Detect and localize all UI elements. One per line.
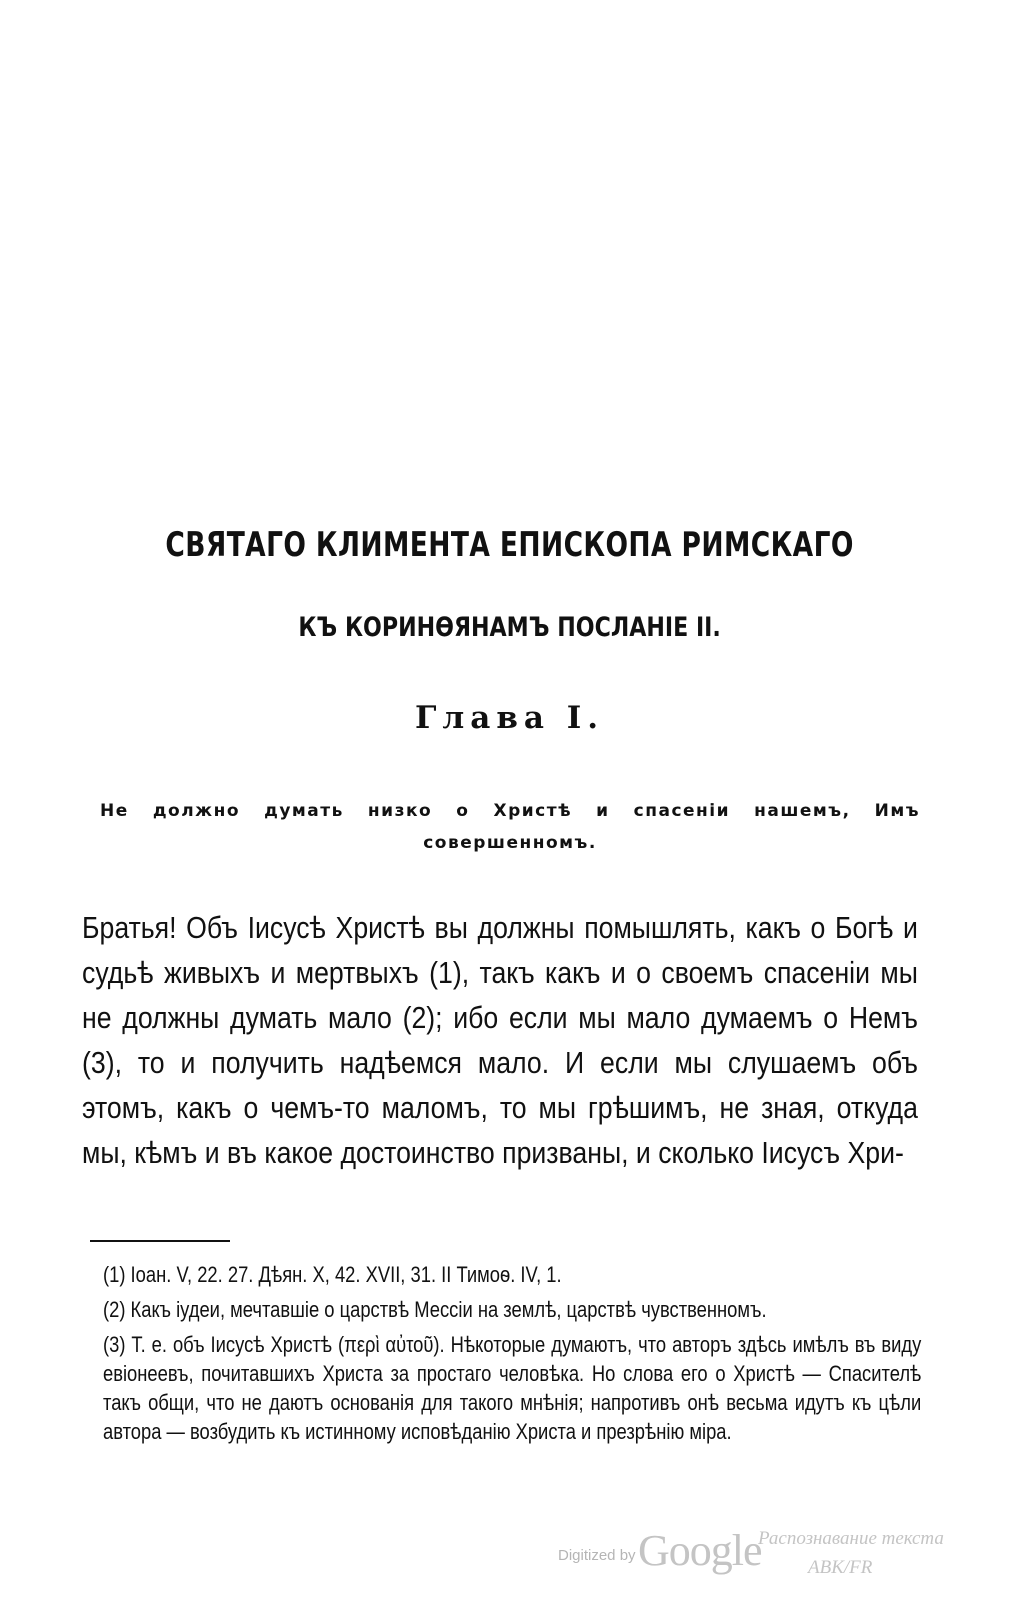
body-paragraph: Братья! Объ Іисусѣ Христѣ вы должны помышлять, какъ о Богѣ и судьѣ живыхъ и мертвыхъ (1), такъ какъ и о своемъ спасеніи мы не должны думать мало (2); ибо если мы мало думаемъ о Немъ (3), то и получить надѣемся мало. И если мы слушаемъ объ этомъ, какъ о чемъ-то маломъ, то мы грѣшимъ, не зная, откуда мы, кѣмъ и въ какое достоинство призваны, и сколько Іисусъ Хри- (82, 910, 918, 1170)
footnote-3: (3) Т. е. объ Іисусѣ Христѣ (περὶ αὐτοῦ). Нѣкоторые думаютъ, что авторъ здѣсь имѣлъ въ виду евіонеевъ, почитавшихъ Христа за простаго человѣка. Но слова его о Христѣ — Спасителѣ такъ общи, что не даютъ основанія для такого мнѣнія; напротивъ онѣ весьма идутъ къ цѣли автора — возбудить къ истинному исповѣданію Христа и презрѣнію міра. (103, 1332, 922, 1444)
digitization-watermark (558, 1525, 998, 1595)
epistle-subtitle: КЪ КОРИНѲЯНАМЪ ПОСЛАНІЕ II. (298, 612, 721, 643)
footnote-1: (1) Іоан. V, 22. 27. Дѣян. X, 42. XVII, 31. II Тимоѳ. IV, 1. (103, 1262, 562, 1287)
google-logo: Google (638, 1526, 762, 1575)
footnote-2: (2) Какъ іудеи, мечтавшіе о царствѣ Мессіи на землѣ, царствѣ чувственномъ. (103, 1297, 767, 1322)
footnote-divider (90, 1240, 230, 1242)
ocr-note: Распознавание текста (758, 1528, 944, 1549)
digitized-label: Digitized by (558, 1547, 636, 1564)
chapter-heading: Глава I. (414, 700, 605, 736)
ocr-credit: АВК/FR (808, 1557, 873, 1578)
page-title: СВЯТАГО КЛИМЕНТА ЕПИСКОПА РИМСКАГО (165, 525, 854, 565)
chapter-summary: Не должно думать низко о Христѣ и спасеніи нашемъ, Имъ совершенномъ. (100, 801, 920, 853)
footnotes (103, 1260, 921, 1452)
